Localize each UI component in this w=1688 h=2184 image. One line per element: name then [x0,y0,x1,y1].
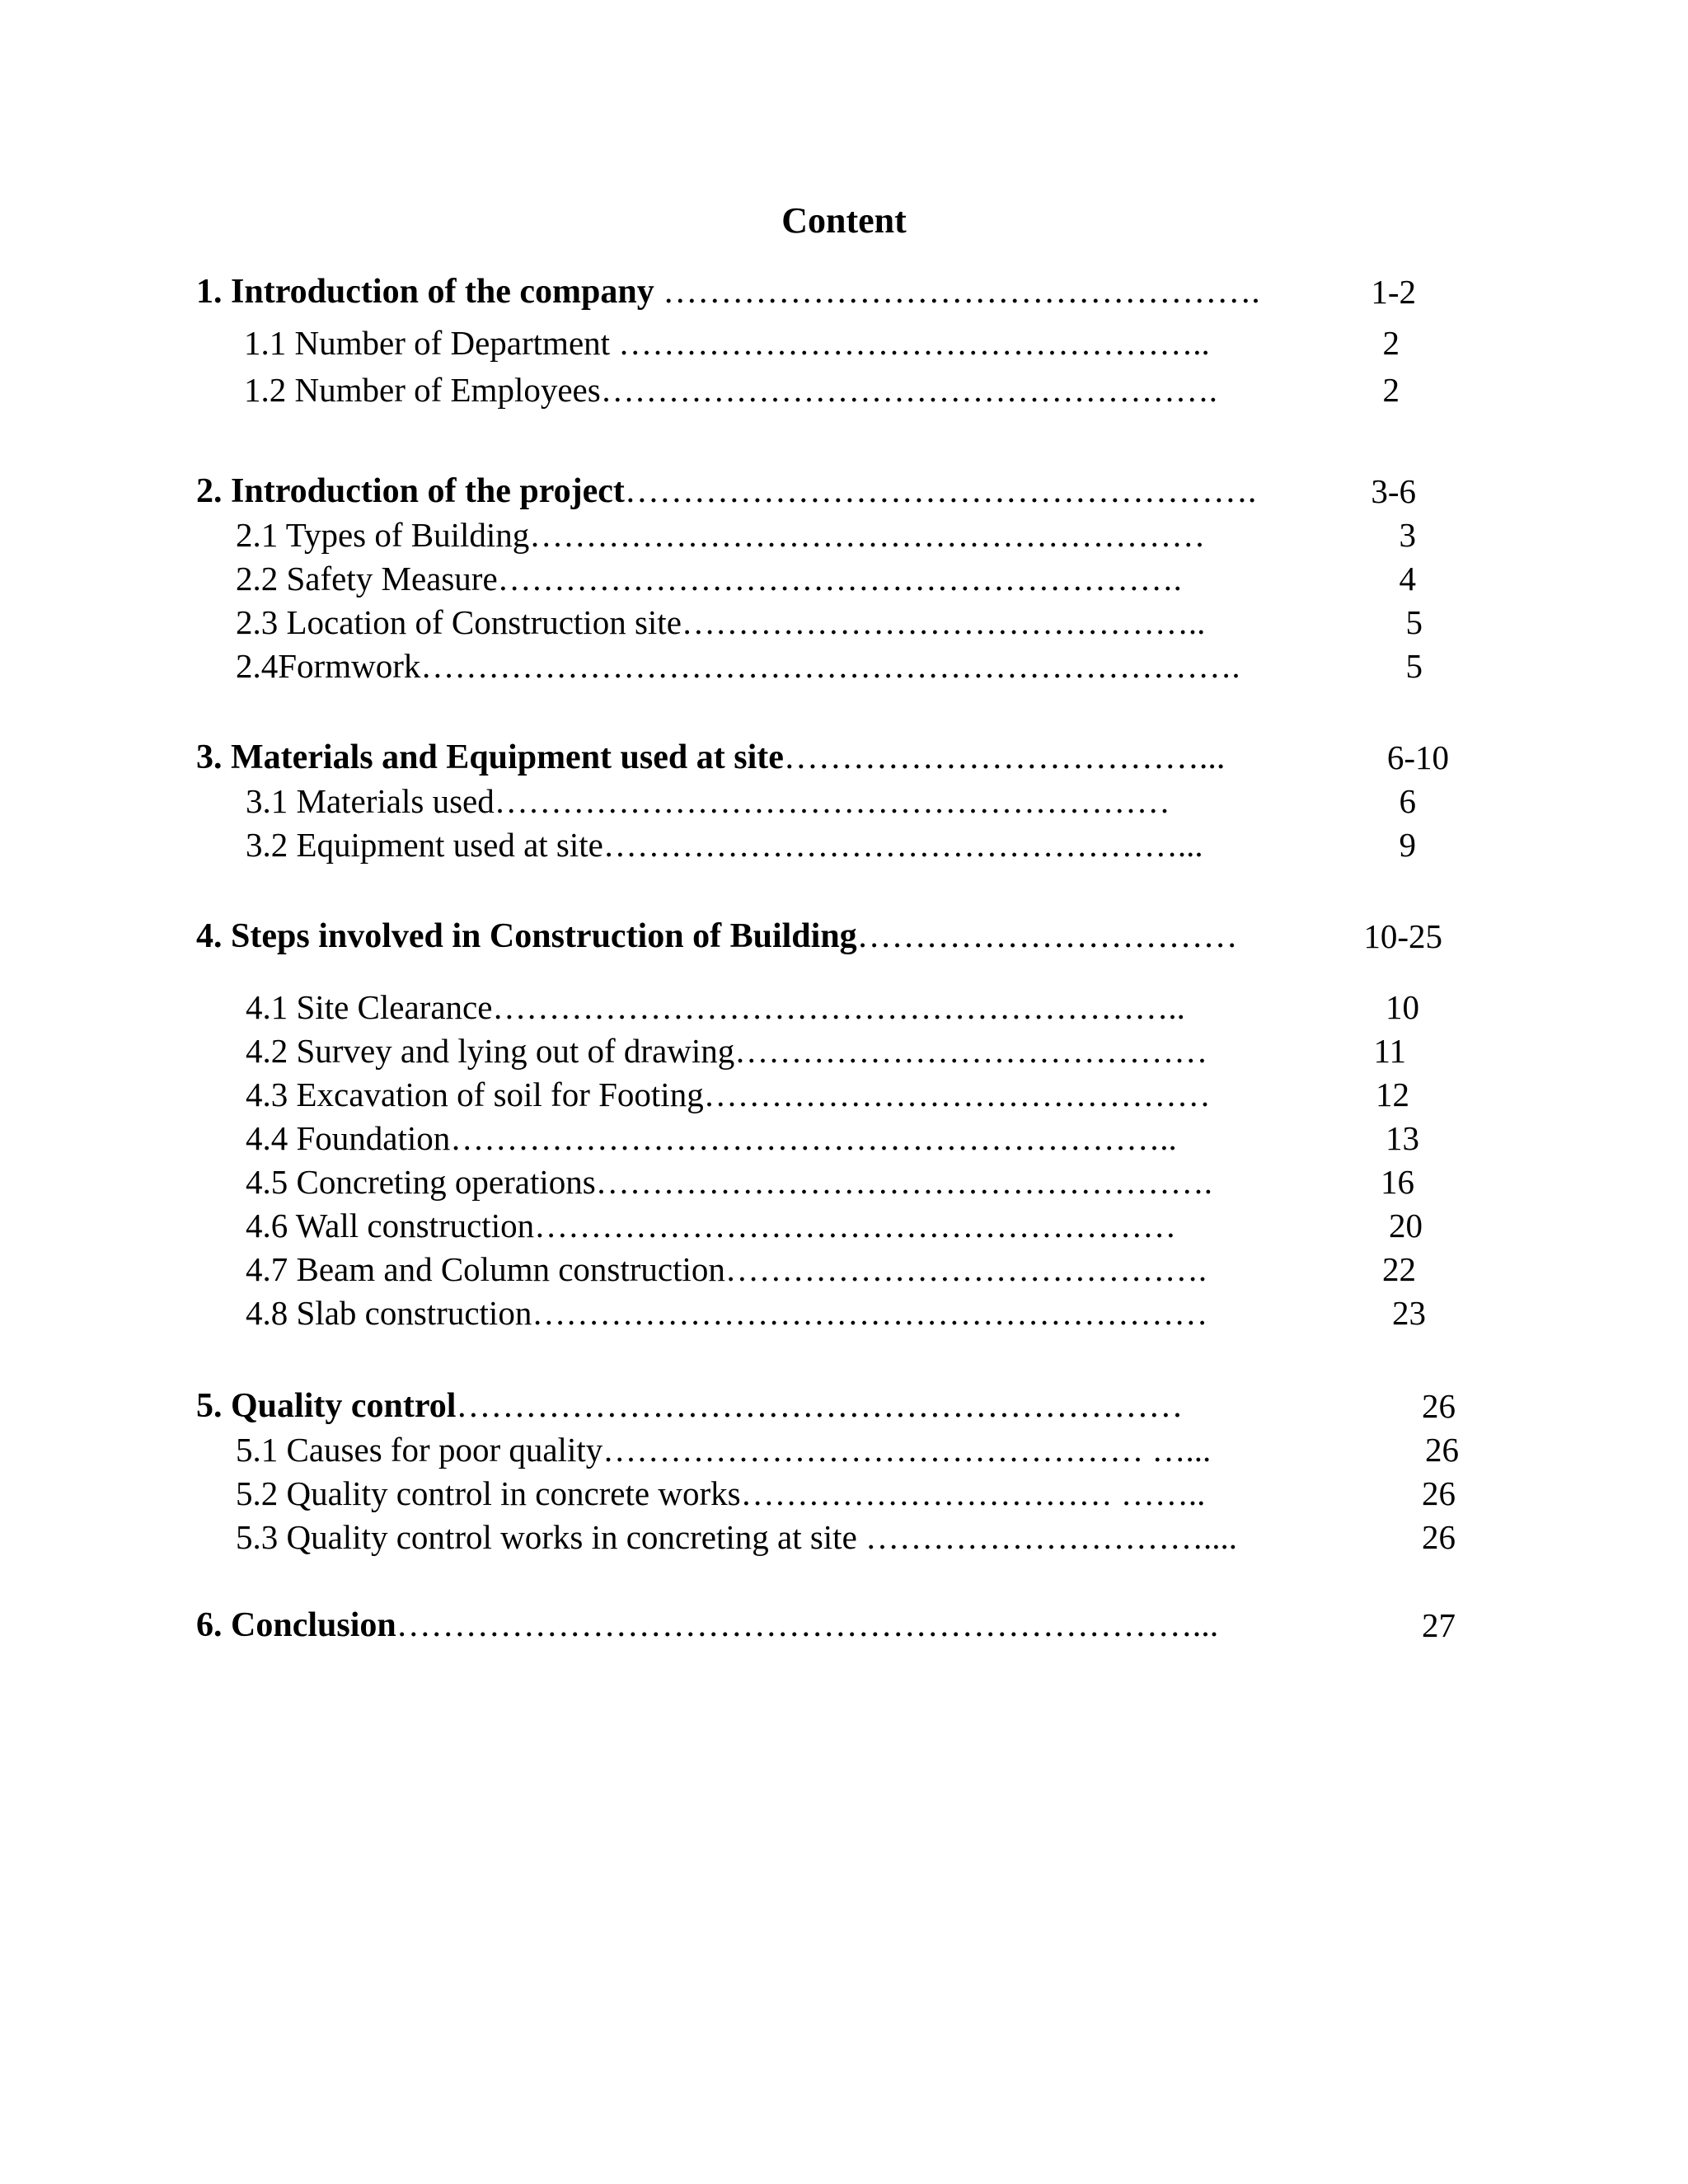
toc-section-3-entry [196,736,1225,779]
toc-section-4-page-number: 10-25 [1363,917,1442,955]
toc-section-6-label: 6. Conclusion [196,1606,396,1644]
toc-section-6-leader-dots: ……………………………………………………………... [396,1606,1219,1644]
toc-item-2-1-page-number: 3 [1399,516,1416,554]
toc-item-4-3-page-number: 12 [1376,1076,1409,1113]
toc-item-4-5-page-number: 16 [1381,1163,1414,1201]
toc-item-4-5-label: 4.5 Concreting operations [246,1163,596,1201]
toc-item-4-4-page-number: 13 [1386,1119,1419,1157]
toc-item-4-3-label: 4.3 Excavation of soil for Footing [246,1076,704,1113]
toc-section-3-leader-dots: ………………………………... [783,738,1226,776]
toc-item-2-3-entry [236,601,1205,644]
toc-item-4-6-page-number: 20 [1389,1207,1423,1244]
toc-item-1-2-leader-dots: ………………………………………………. [600,371,1217,409]
toc-item-4-4-leader-dots: ……………………………………………………….. [450,1119,1177,1157]
toc-section-1-entry [196,270,1260,313]
toc-item-2-2-leader-dots: ……………………………………………………. [497,560,1182,598]
toc-item-4-2-entry [246,1029,1207,1072]
toc-item-2-4-page-number: 5 [1405,647,1423,685]
toc-item-4-7-entry [246,1248,1207,1291]
toc-item-5-3-leader-dots: ………………………….... [856,1518,1238,1556]
toc-item-2-4-entry [236,644,1240,687]
toc-item-4-3-entry [246,1073,1211,1116]
toc-section-2-page-number: 3-6 [1371,472,1416,510]
toc-item-4-4-label: 4.4 Foundation [246,1119,451,1157]
toc-item-3-2-page-number: 9 [1399,826,1416,864]
toc-item-2-3-leader-dots: ……………………………………….. [681,603,1206,641]
toc-item-5-2-label: 5.2 Quality control in concrete works [236,1474,741,1512]
toc-item-4-7-page-number: 22 [1382,1250,1416,1288]
toc-section-4-label: 4. Steps involved in Construction of Building [196,917,857,955]
toc-item-3-2-entry [246,823,1203,866]
toc-section-1-leader-dots: ……………………………………………. [654,273,1260,311]
toc-item-4-1-label: 4.1 Site Clearance [246,988,493,1026]
toc-item-1-1-page-number: 2 [1382,324,1400,362]
toc-item-4-3-leader-dots: ……………………………………… [703,1076,1211,1113]
toc-section-1-page-number: 1-2 [1371,273,1416,311]
toc-section-1-label: 1. Introduction of the company [196,273,654,311]
toc-item-1-1-label: 1.1 Number of Department [244,324,611,362]
toc-item-2-3-label: 2.3 Location of Construction site [236,603,682,641]
toc-section-3-label: 3. Materials and Equipment used at site [196,738,784,776]
toc-item-2-1-label: 2.1 Types of Building [236,516,530,554]
toc-item-1-1-entry [244,321,1210,364]
toc-item-4-2-page-number: 11 [1373,1032,1406,1070]
toc-item-4-5-leader-dots: ………………………………………………. [595,1163,1212,1201]
toc-item-5-1-label: 5.1 Causes for poor quality [236,1431,603,1469]
toc-item-5-3-label: 5.3 Quality control works in concreting at site [236,1518,857,1556]
toc-item-2-2-page-number: 4 [1399,560,1416,598]
toc-item-3-1-page-number: 6 [1399,782,1416,820]
toc-item-5-1-entry [236,1428,1211,1471]
toc-item-4-8-entry [246,1291,1207,1334]
toc-item-5-2-page-number: 26 [1422,1474,1456,1512]
toc-item-2-2-label: 2.2 Safety Measure [236,560,498,598]
toc-section-5-page-number: 26 [1422,1387,1456,1425]
toc-item-5-2-entry [236,1472,1205,1515]
toc-section-6-entry [196,1604,1218,1647]
toc-item-4-6-leader-dots: ………………………………………………… [534,1207,1177,1244]
toc-item-3-1-entry [246,780,1170,823]
toc-section-5-entry [196,1385,1183,1427]
toc-item-4-4-entry [246,1117,1177,1160]
toc-item-1-2-label: 1.2 Number of Employees [244,371,601,409]
toc-item-5-1-page-number: 26 [1425,1431,1459,1469]
toc-item-4-1-page-number: 10 [1386,988,1419,1026]
toc-item-5-3-page-number: 26 [1422,1518,1456,1556]
toc-item-3-1-leader-dots: …………………………………………………… [494,782,1170,820]
toc-item-4-8-label: 4.8 Slab construction [246,1294,532,1332]
toc-item-2-3-page-number: 5 [1405,603,1423,641]
toc-item-4-1-leader-dots: …………………………………………………….. [492,988,1185,1026]
toc-item-3-2-leader-dots: ……………………………………………... [603,826,1203,864]
toc-section-2-entry [196,470,1256,513]
toc-section-3-page-number: 6-10 [1386,738,1449,776]
toc-item-5-1-leader-dots: ………………………………………… …... [603,1431,1212,1469]
toc-section-5-label: 5. Quality control [196,1387,457,1425]
page-title: Content [781,200,907,241]
toc-item-3-2-label: 3.2 Equipment used at site [246,826,603,864]
toc-item-4-5-entry [246,1160,1212,1203]
toc-item-2-4-leader-dots: ………………………………………………………………. [420,647,1240,685]
toc-item-4-2-label: 4.2 Survey and lying out of drawing [246,1032,735,1070]
toc-item-4-6-entry [246,1204,1176,1247]
toc-item-1-2-page-number: 2 [1382,371,1400,409]
toc-item-5-2-leader-dots: …………………………… …….. [740,1474,1206,1512]
toc-item-3-1-label: 3.1 Materials used [246,782,495,820]
toc-item-4-6-label: 4.6 Wall construction [246,1207,535,1244]
toc-item-4-7-label: 4.7 Beam and Column construction [246,1250,725,1288]
toc-item-4-8-leader-dots: …………………………………………………… [532,1294,1208,1332]
toc-item-2-1-entry [236,513,1205,556]
toc-item-4-8-page-number: 23 [1392,1294,1426,1332]
toc-section-2-label: 2. Introduction of the project [196,472,625,510]
toc-item-4-1-entry [246,986,1185,1029]
toc-item-2-2-entry [236,557,1182,600]
toc-item-1-1-leader-dots: …………………………………………….. [610,324,1210,362]
toc-item-2-1-leader-dots: …………………………………………………… [529,516,1206,554]
toc-item-4-7-leader-dots: ……………………………………. [724,1250,1207,1288]
toc-item-5-3-entry [236,1516,1237,1558]
toc-section-4-entry [196,915,1238,958]
toc-item-4-2-leader-dots: …………………………………… [734,1032,1208,1070]
toc-section-5-leader-dots: ……………………………………………………… [456,1387,1184,1425]
toc-section-4-leader-dots: …………………………… [856,917,1238,955]
toc-item-1-2-entry [244,368,1217,411]
toc-item-2-4-label: 2.4Formwork [236,647,421,685]
toc-section-6-page-number: 27 [1422,1606,1456,1644]
toc-section-2-leader-dots: ………………………………………………. [624,472,1257,510]
